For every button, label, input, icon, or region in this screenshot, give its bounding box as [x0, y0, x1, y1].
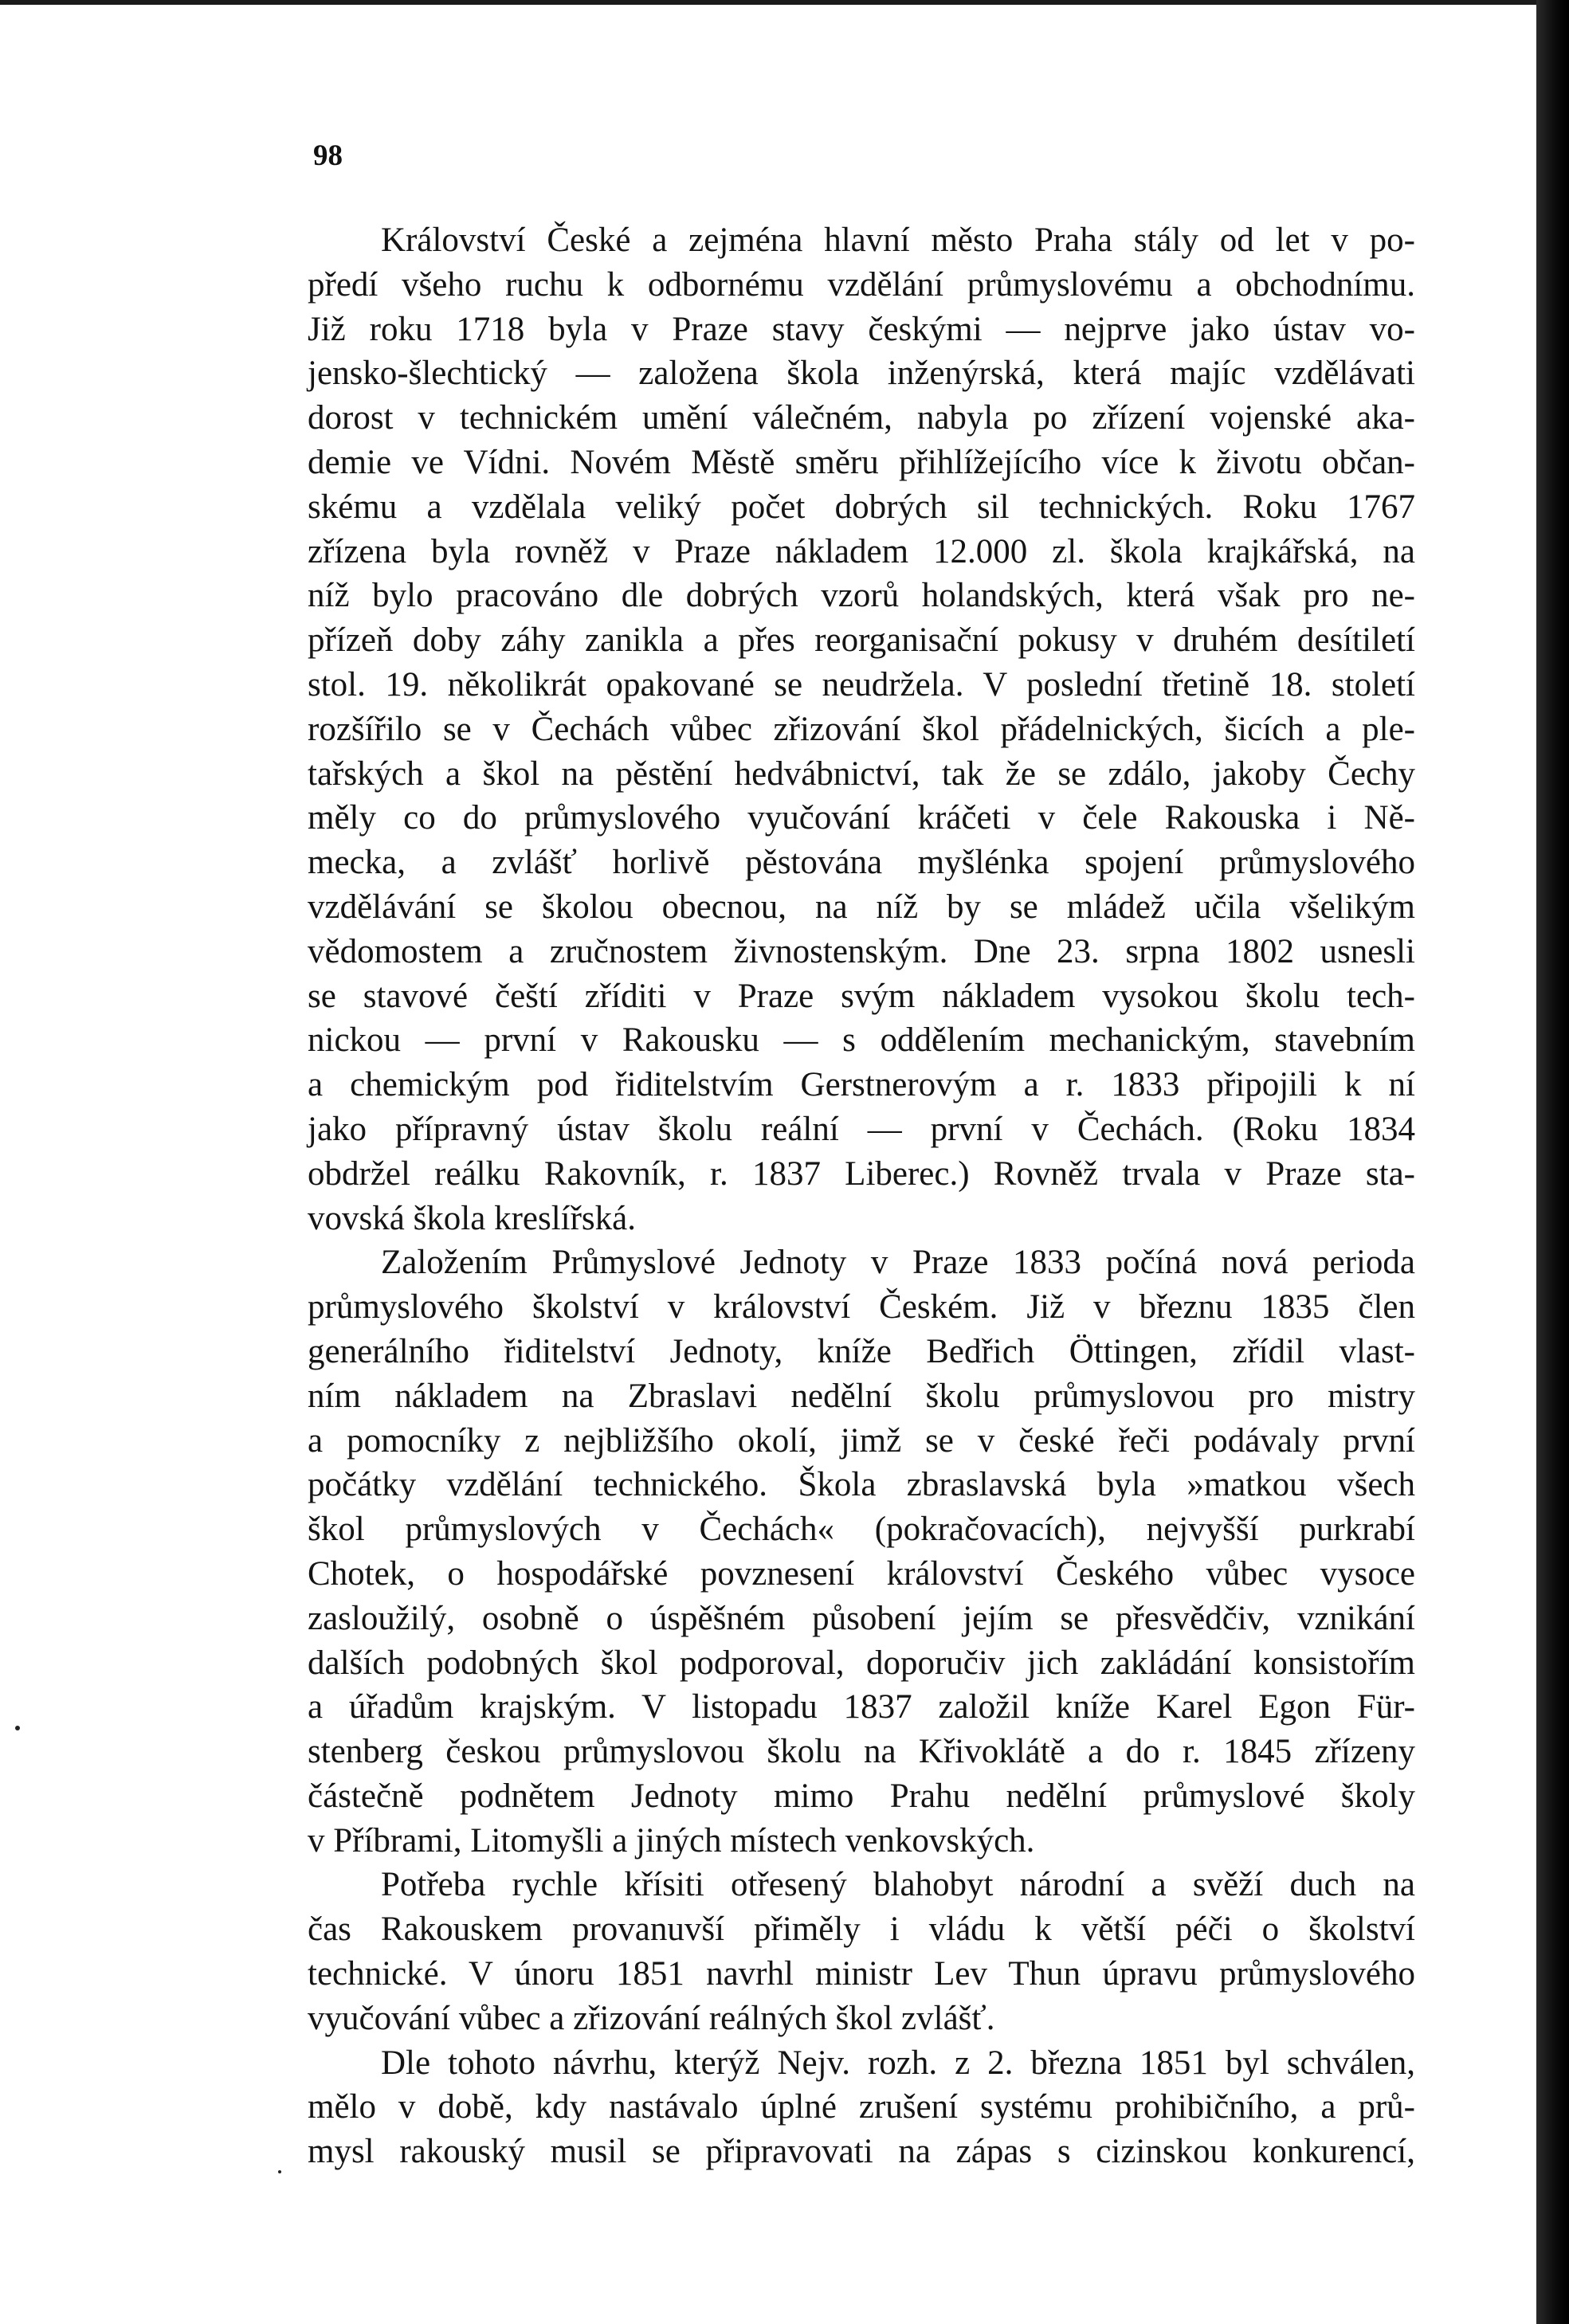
text-line: technické. V únoru 1851 navrhl ministr Lev Thun úpravu průmyslového [308, 1955, 1415, 1993]
text-line: tařských a škol na pěstění hedvábnictví, tak že se zdálo, jakoby Čechy [308, 754, 1415, 793]
text-line: demie ve Vídni. Novém Městě směru přihlížejícího více k životu občan- [308, 443, 1415, 481]
page-edge-shadow [1536, 0, 1569, 2324]
text-line: přízeň doby záhy zanikla a přes reorganisační pokusy v druhém desítiletí [308, 621, 1415, 660]
text-line: a chemickým pod řiditelstvím Gerstnerovým a r. 1833 připojili k ní [308, 1066, 1415, 1104]
text-line: předí všeho ruchu k odbornému vzdělání průmyslovému a obchodnímu. [308, 265, 1415, 304]
text-line: vzdělávání se školou obecnou, na níž by se mládež učila všelikým [308, 888, 1415, 926]
text-line: měly co do průmyslového vyučování kráčeti v čele Rakouska i Ně- [308, 799, 1415, 837]
text-line: nickou — první v Rakousku — s oddělením mechanickým, stavebním [308, 1021, 1415, 1060]
text-line: Potřeba rychle křísiti otřesený blahobyt národní a svěží duch na [381, 1866, 1415, 1904]
text-line: dorost v technickém umění válečném, nabyla po zřízení vojenské aka- [308, 399, 1415, 437]
text-line: stenberg českou průmyslovou školu na Křivoklátě a do r. 1845 zřízeny [308, 1733, 1415, 1771]
text-line: a pomocníky z nejbližšího okolí, jimž se v české řeči podávaly první [308, 1421, 1415, 1460]
text-line: vovská škola kreslířská. [308, 1199, 637, 1237]
text-line: obdržel reálku Rakovník, r. 1837 Liberec.) Rovněž trvala v Praze sta- [308, 1154, 1415, 1193]
text-line: stol. 19. několikrát opakované se neudržela. V poslední třetině 18. století [308, 665, 1415, 703]
text-line: Založením Průmyslové Jednoty v Praze 1833 počíná nová perioda [381, 1244, 1415, 1282]
margin-dot [278, 2170, 281, 2173]
text-line: zasloužilý, osobně o úspěšném působení jejím se přesvědčiv, vznikání [308, 1599, 1415, 1637]
text-line: se stavové čeští zříditi v Praze svým nákladem vysokou školu tech- [308, 977, 1415, 1015]
text-line: průmyslového školství v království Českém. Již v březnu 1835 člen [308, 1288, 1415, 1327]
text-line: mecka, a zvlášť horlivě pěstována myšlénka spojení průmyslového [308, 844, 1415, 882]
text-line: skému a vzdělala veliký počet dobrých sil technických. Roku 1767 [308, 488, 1415, 526]
margin-dot [15, 1726, 20, 1730]
text-line: jako přípravný ústav školu reální — první v Čechách. (Roku 1834 [308, 1110, 1415, 1148]
text-line: mysl rakouský musil se připravovati na zápas s cizinskou konkurencí, [308, 2133, 1415, 2171]
text-line: čas Rakouskem provanuvší přiměly i vládu k větší péči o školství [308, 1911, 1415, 1949]
text-line: dalších podobných škol podporoval, doporučiv jich zakládání konsistořím [308, 1644, 1415, 1682]
text-line: generálního řiditelství Jednoty, kníže Bedřich Öttingen, zřídil vlast- [308, 1332, 1415, 1370]
text-line: částečně podnětem Jednoty mimo Prahu nedělní průmyslové školy [308, 1777, 1415, 1815]
text-line: Dle tohoto návrhu, kterýž Nejv. rozh. z 2. března 1851 byl schválen, [381, 2044, 1415, 2082]
page-number: 98 [313, 139, 343, 172]
text-line: v Příbrami, Litomyšli a jiných místech venkovských. [308, 1821, 1035, 1860]
body-text [308, 218, 1415, 2174]
text-line: Již roku 1718 byla v Praze stavy českými — nejprve jako ústav vo- [308, 310, 1415, 348]
text-line: zřízena byla rovněž v Praze nákladem 12.000 zl. škola krajkářská, na [308, 532, 1415, 570]
text-line: Chotek, o hospodářské povznesení království Českého vůbec vysoce [308, 1554, 1415, 1593]
text-line: škol průmyslových v Čechách« (pokračovacích), nejvyšší purkrabí [308, 1511, 1415, 1549]
text-line: a úřadům krajským. V listopadu 1837 založil kníže Karel Egon Für- [308, 1688, 1415, 1726]
text-line: počátky vzdělání technického. Škola zbraslavská byla »matkou všech [308, 1466, 1415, 1504]
text-line: vědomostem a zručnostem živnostenským. Dne 23. srpna 1802 usnesli [308, 932, 1415, 970]
text-line: níž bylo pracováno dle dobrých vzorů holandských, která však pro ne- [308, 577, 1415, 615]
text-line: vyučování vůbec a zřizování reálných škol zvlášť. [308, 1999, 995, 2037]
text-line: jensko-šlechtický — založena škola inženýrská, která majíc vzdělávati [308, 355, 1415, 393]
text-line: mělo v době, kdy nastávalo úplné zrušení systému prohibičního, a prů- [308, 2088, 1415, 2126]
text-line: Království České a zejména hlavní město Praha stály od let v po- [381, 221, 1415, 259]
text-line: rozšířilo se v Čechách vůbec zřizování škol přádelnických, šicích a ple- [308, 710, 1415, 748]
text-line: ním nákladem na Zbraslavi nedělní školu průmyslovou pro mistry [308, 1377, 1415, 1415]
